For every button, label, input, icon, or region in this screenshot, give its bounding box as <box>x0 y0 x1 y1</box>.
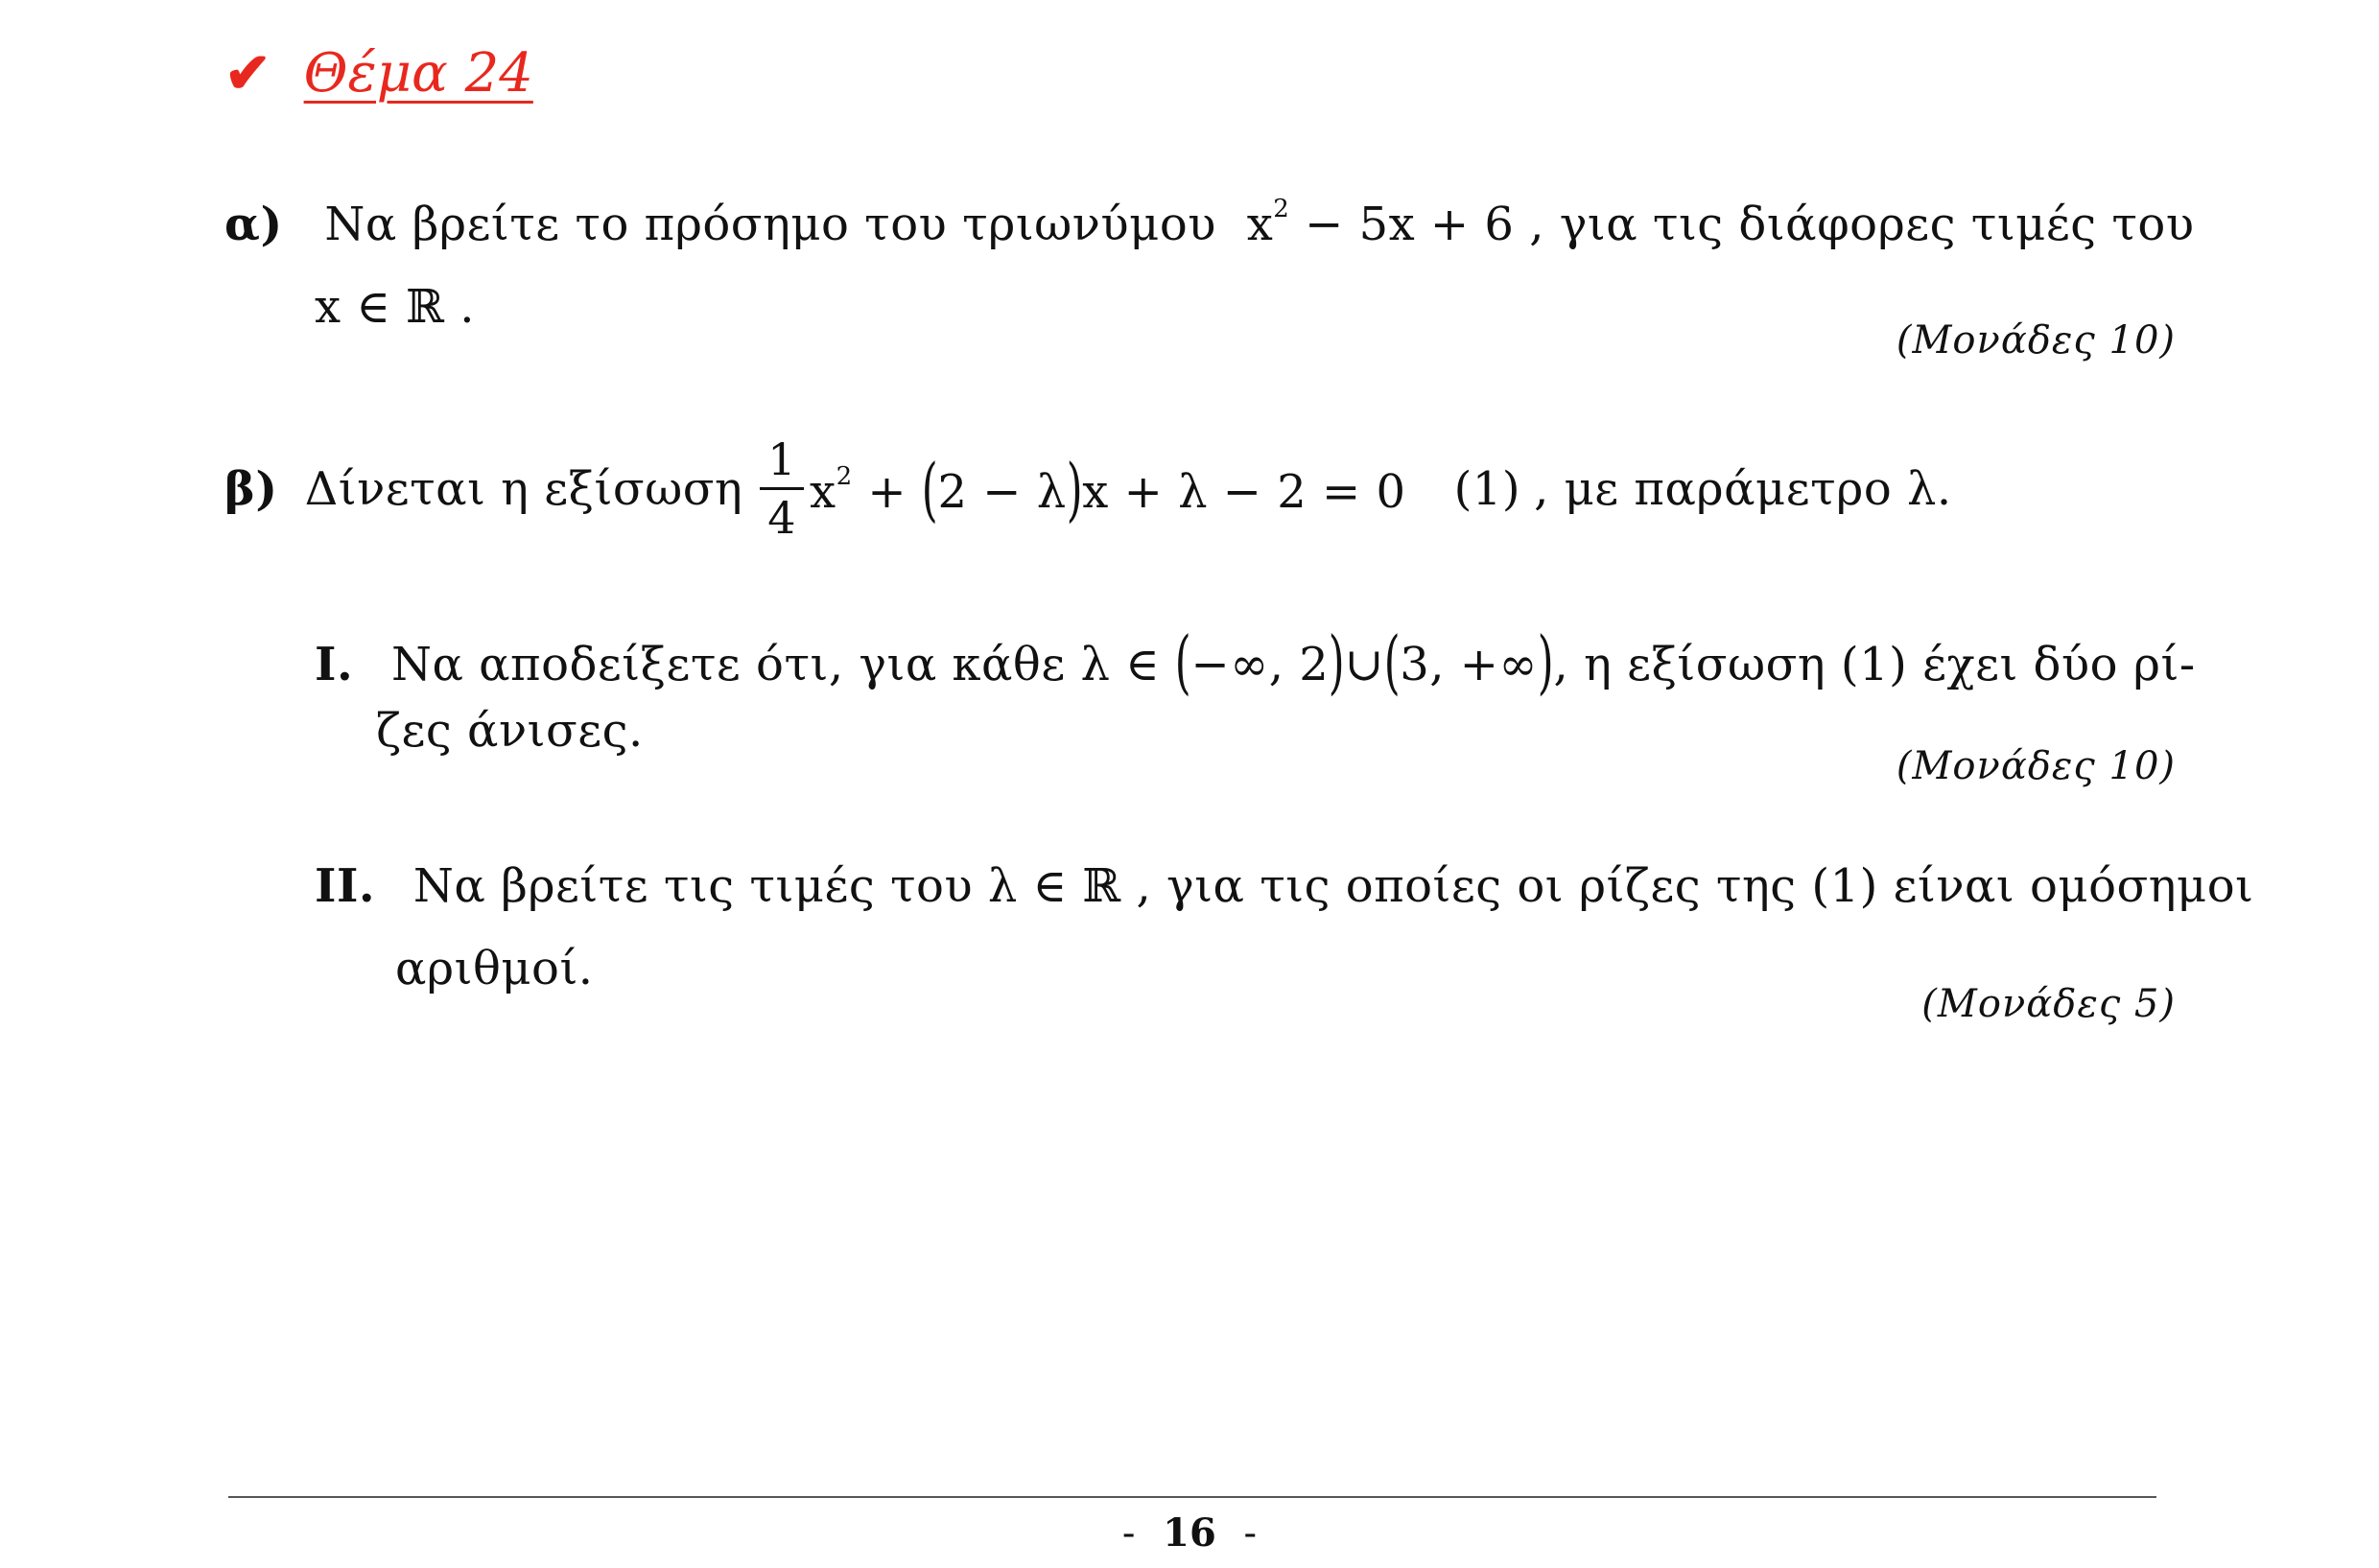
part-a-line1 <box>224 195 2195 251</box>
question-II-marks: (Μονάδες 5) <box>1921 982 2176 1026</box>
part-a-line2: x ∈ ℝ . <box>315 280 476 334</box>
trinomial: $x^2 - 5x + 6$ <box>1246 195 1515 251</box>
part-b-label: β) <box>224 461 278 516</box>
part-a-text: Να βρείτε το πρόσημο του τριωνύμου <box>324 198 1216 251</box>
part-b-line <box>224 433 1952 544</box>
question-I-text: Να αποδείξετε ότι, για κάθε λ ∈ <box>390 638 1161 691</box>
part-a-label: α) <box>224 198 283 251</box>
question-I-label: I. <box>315 638 354 691</box>
question-II-text: Να βρείτε τις τιμές του λ ∈ ℝ , για τις οποίες οι ρίζες της (1) είναι ομόσημοι <box>412 859 2254 913</box>
topic-header <box>224 40 533 105</box>
part-a-tail: , για τις διάφορες τιμές του <box>1529 198 2195 251</box>
interval-2: 3, +∞ <box>1400 638 1538 691</box>
topic-title: Θέμα 24 <box>303 41 533 105</box>
union-symbol: ∪ <box>1344 638 1384 691</box>
equation-inner: 2 − λ <box>937 464 1067 519</box>
question-I-line2: ζες άνισες. <box>376 704 644 758</box>
equation-rest: x + λ − 2 = 0 <box>1082 464 1406 519</box>
part-a-marks: (Μονάδες 10) <box>1896 318 2176 363</box>
equation-body: $x^2 + (2 - \lambda)x + \lambda - 2 = 0$ <box>810 448 1406 529</box>
page-number: - 16 - <box>1121 1510 1258 1556</box>
question-II-label: II. <box>315 859 376 913</box>
fraction-numerator: 1 <box>760 437 804 490</box>
question-I-line1: I. Να αποδείξετε ότι, για κάθε λ ∈ (−∞, 2)∪(3, +∞), η εξίσωση (1) έχει δύο ρί- <box>315 621 2196 702</box>
question-II-line2: αριθμοί. <box>395 942 594 995</box>
fraction-denominator: 4 <box>767 492 797 544</box>
equation-tag: (1) <box>1453 461 1521 516</box>
question-I-tail: , η εξίσωση (1) έχει δύο ρί- <box>1553 638 2196 691</box>
footer-rule <box>228 1496 2156 1498</box>
fraction-one-quarter <box>760 433 804 544</box>
part-b-intro: Δίνεται η εξίσωση <box>304 461 743 516</box>
interval-1: −∞, 2 <box>1190 638 1330 691</box>
page-number-value: 16 <box>1163 1510 1216 1556</box>
part-b-tail: , με παράμετρο λ. <box>1534 461 1952 516</box>
question-I-marks: (Μονάδες 10) <box>1896 744 2176 788</box>
check-icon: ✔ <box>224 40 271 105</box>
question-II-line1 <box>315 859 2253 913</box>
